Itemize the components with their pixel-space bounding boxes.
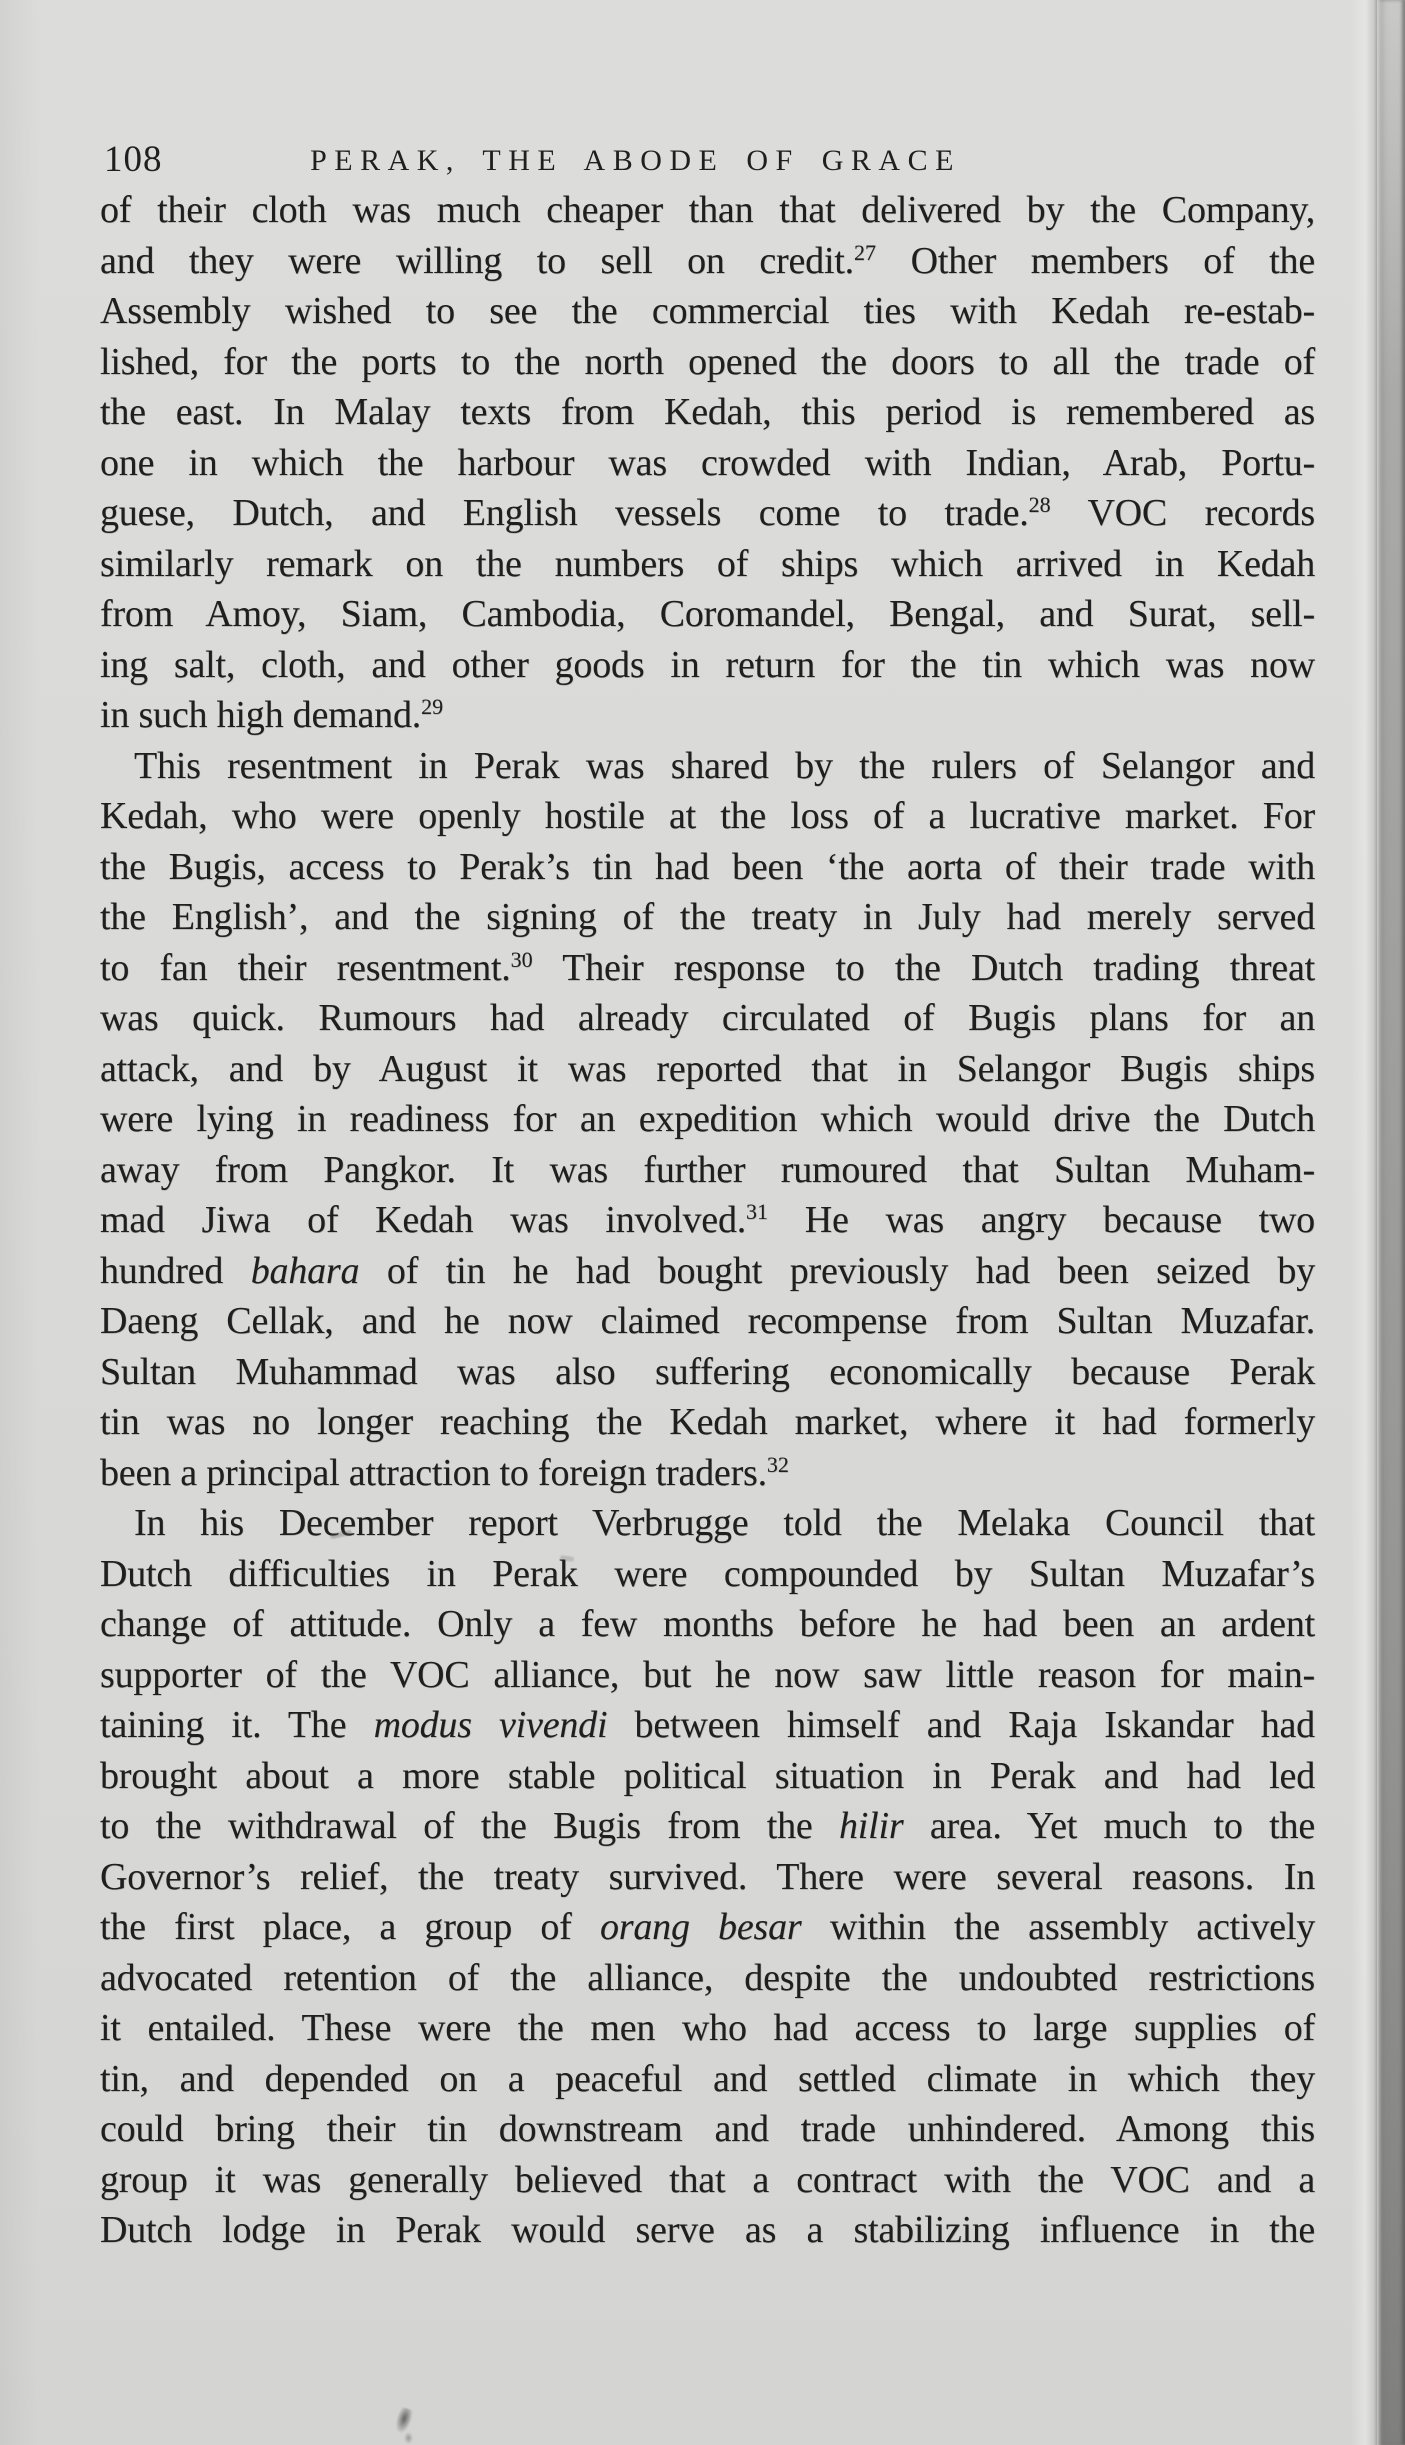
page-header [100,138,1315,185]
running-header: PERAK, THE ABODE OF GRACE [310,144,961,177]
scan-smudge [392,2406,414,2435]
text-line: were lying in readiness for an expedition which would drive the Dutch [100,1098,1315,1140]
text-line: could bring their tin downstream and trade unhindered. Among this [100,2108,1315,2150]
text-line: Sultan Muhammad was also suffering economically because Perak [100,1350,1315,1393]
text-line: attack, and by August it was reported that in Selangor Bugis ships [100,1047,1315,1090]
text-line: Kedah, who were openly hostile at the loss of a lucrative market. For [100,795,1315,837]
text-line: been a principal attraction to foreign traders.$^{32}$ [100,1451,789,1494]
text-line: similarly remark on the numbers of ships which arrived in Kedah [100,542,1315,585]
text-line: taining it. The modus vivendi between himself and Raja Iskandar had [100,1704,1315,1746]
text-line: Dutch difficulties in Perak were compounded by Sultan Muzafar’s [100,1552,1315,1595]
text-line: tin, and depended on a peaceful and settled climate in which they [100,2057,1315,2100]
footnote-marker: 28 [1028,492,1051,517]
text-line: it entailed. These were the men who had access to large supplies of [100,2007,1315,2049]
footnote-marker: 27 [853,239,876,265]
text-line: from Amoy, Siam, Cambodia, Coromandel, Bengal, and Surat, sell- [100,593,1315,635]
text-line: the English’, and the signing of the treaty in July had merely served [100,896,1315,938]
text-line: to the withdrawal of the Bugis from the hilir area. Yet much to the [100,1805,1315,1847]
text-line: In his December report Verbrugge told the Melaka Council that [134,1502,1315,1544]
footnote-marker: 32 [766,1451,789,1477]
text-line: mad Jiwa of Kedah was involved.$^{31}$ He was angry because two [100,1199,1315,1241]
text-line: tin was no longer reaching the Kedah market, where it had formerly [100,1401,1315,1443]
text-line: ing salt, cloth, and other goods in return for the tin which was now [100,643,1315,686]
body-text [100,185,1315,2256]
text-line: supporter of the VOC alliance, but he now saw little reason for main- [100,1653,1315,1696]
text-line: Dutch lodge in Perak would serve as a stabilizing influence in the [100,2209,1315,2251]
text-line: was quick. Rumours had already circulated of Bugis plans for an [100,997,1315,1039]
text-line: the first place, a group of orang besar within the assembly actively [100,1906,1315,1948]
text-line: advocated retention of the alliance, despite the undoubted restrictions [100,1956,1315,1999]
text-line: Governor’s relief, the treaty survived. There were several reasons. In [100,1855,1315,1898]
text-line: hundred bahara of tin he had bought previously had been seized by [100,1249,1316,1292]
text-line: group it was generally believed that a contract with the VOC and a [100,2158,1315,2201]
page-edge-highlight [1351,0,1377,2445]
text-line: guese, Dutch, and English vessels come to trade.$^{28}$ VOC records [100,492,1315,534]
book-binding-edge [1377,0,1405,2445]
page-number: 108 [104,139,163,180]
text-line: This resentment in Perak was shared by the rulers of Selangor and [134,744,1315,787]
paragraph [100,185,1315,741]
text-line: the Bugis, access to Perak’s tin had been ‘the aorta of their trade with [100,845,1315,888]
text-line: change of attitude. Only a few months before he had been an ardent [100,1603,1315,1645]
text-line: lished, for the ports to the north opened the doors to all the trade of [100,340,1315,383]
text-line: the east. In Malay texts from Kedah, this period is remembered as [100,391,1315,433]
text-line: brought about a more stable political situation in Perak and had led [100,1754,1315,1797]
text-line: one in which the harbour was crowded with Indian, Arab, Portu- [100,441,1315,484]
text-line: Daeng Cellak, and he now claimed recompense from Sultan Muzafar. [100,1300,1315,1342]
footnote-marker: 31 [746,1199,769,1224]
text-line: Assembly wished to see the commercial ties with Kedah re-estab- [100,290,1315,332]
scan-speck [404,2432,413,2444]
page-content [100,138,1316,2251]
paragraph [100,741,1315,1499]
footnote-marker: 29 [421,694,444,719]
text-line: and they were willing to sell on credit.$^{27}$ Other members of the [100,239,1315,282]
paragraph [100,1498,1315,2256]
text-line: of their cloth was much cheaper than that delivered by the Company, [100,189,1315,231]
footnote-marker: 30 [510,946,533,972]
text-line: in such high demand.$^{29}$ [100,694,444,736]
text-line: away from Pangkor. It was further rumoured that Sultan Muham- [100,1148,1315,1191]
text-line: to fan their resentment.$^{30}$ Their response to the Dutch trading threat [100,946,1315,989]
